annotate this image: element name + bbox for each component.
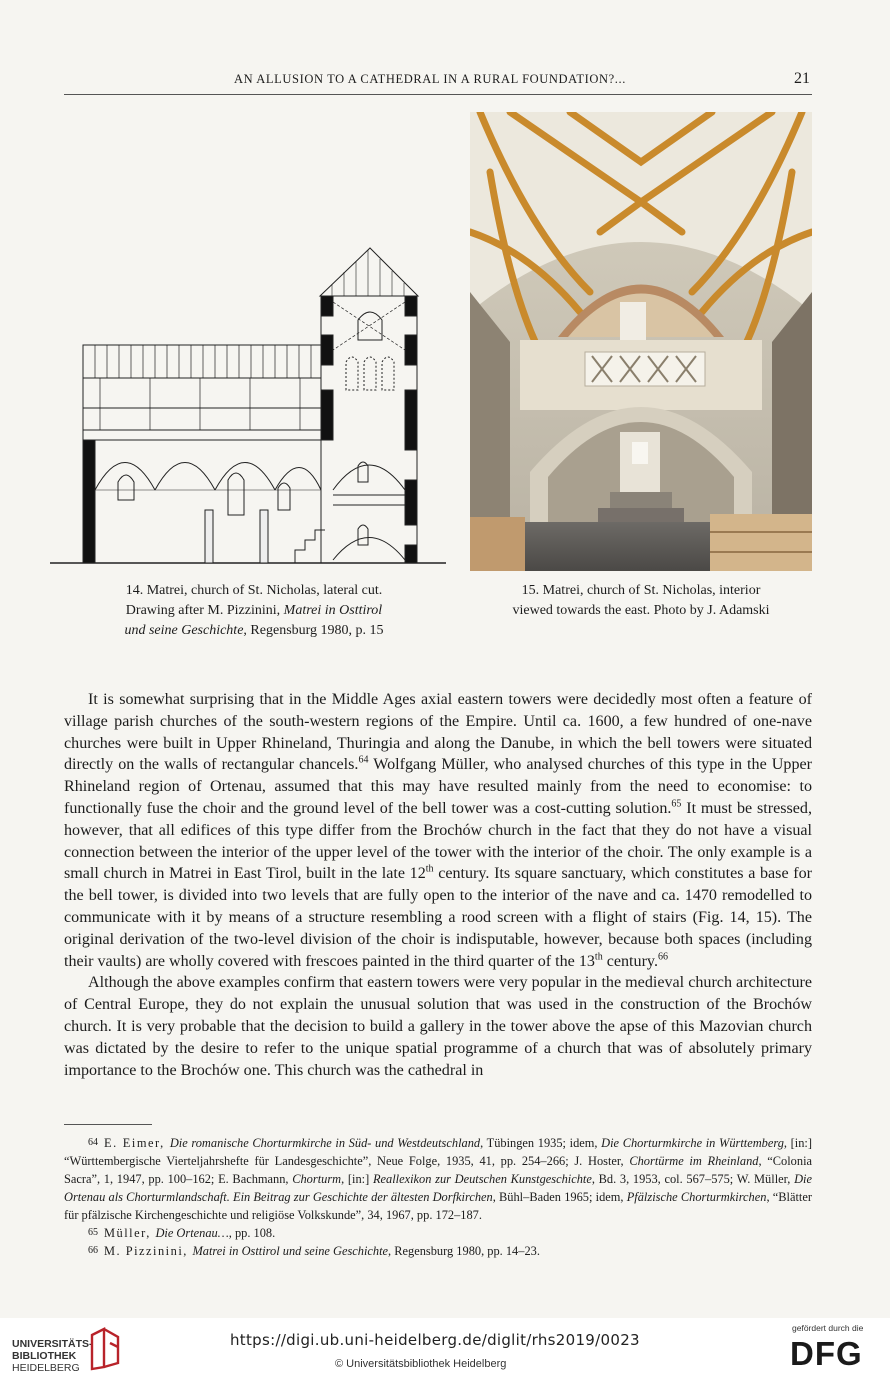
library-name-line2: BIBLIOTHEK [12, 1350, 77, 1362]
footnotes [64, 1134, 812, 1260]
footnote-divider [64, 1124, 152, 1125]
footnote-number: 64 [88, 1137, 98, 1148]
fn-text: E. Eimer, [104, 1136, 170, 1150]
permalink-url[interactable]: https://digi.ub.uni-heidelberg.de/diglit/rhs2019/0023 [230, 1331, 640, 1349]
fn-text: , pp. 108. [228, 1226, 276, 1240]
fig15-caption-line2: viewed towards the east. Photo by J. Adamski [512, 603, 770, 618]
fn-title: Matrei in Osttirol und seine Geschichte [192, 1244, 389, 1258]
fig14-caption-line3: , Regensburg 1980, p. 15 [243, 623, 384, 638]
footnote-ref-66[interactable]: 66 [657, 951, 668, 963]
fn-title: Reallexikon zur Deutschen Kunstgeschichte [372, 1172, 592, 1186]
dfg-logo: DFG [790, 1335, 863, 1372]
footnote-ref-65[interactable]: 65 [671, 798, 682, 810]
main-text [64, 689, 812, 1081]
footnote-65 [64, 1224, 812, 1242]
figure-14-drawing [50, 240, 450, 575]
footnote-number: 66 [88, 1245, 98, 1256]
fig14-caption-title1: Matrei in Osttirol [283, 603, 383, 618]
fn-title: Die romanische Chorturmkirche in Süd- und Westdeutschland [169, 1136, 481, 1150]
fn-text: , [in:] [341, 1172, 373, 1186]
church-interior-image [470, 112, 812, 571]
fn-text: , Bühl–Baden 1965; idem, [492, 1190, 627, 1204]
fn-title: Chorturm [292, 1172, 342, 1186]
p1-text-3: It must be stressed, however, that all edifices of this type differ from the Brochów church in the fact that they do not have a visual connection between the interior of the upper level of the tower with the interior of the choir. The only example is a small church in Matrei in East Tirol, built in the late 12 [64, 799, 813, 883]
fn-text: , Bd. 3, 1953, col. 567–575; W. Müller, [591, 1172, 795, 1186]
p1-text-2: Wolfgang Müller, who analysed churches of this type in the Upper Rhineland region of Ortenau, assumed that this may have resulted mainly from the need to economise: to functionally fuse the choir and the ground level of the bell tower was a cost-cutting solution. [64, 756, 812, 817]
fig14-caption-line1: 14. Matrei, church of St. Nicholas, lateral cut. [125, 583, 383, 598]
footnote-64 [64, 1134, 812, 1224]
running-title: AN ALLUSION TO A CATHEDRAL IN A RURAL FOUNDATION?... [234, 72, 626, 86]
library-name-line3: HEIDELBERG [12, 1362, 80, 1374]
paragraph-2: Although the above examples confirm that eastern towers were very popular in the medieval church architecture of Central Europe, they do not explain the unusual solution that was used in the construction of the Brochów church. It is very probable that the decision to build a gallery in the tower above the apse of this Mazovian church was dictated by the desire to refer to the unique spatial programme of a church that was of absolutely primary importance to the Brochów one. This church was the cathedral in [64, 974, 812, 1079]
fn-title: Die Ortenau als Chorturmlandschaft. Ein Beitrag zur Geschichte der ältesten Dorfkirchen [64, 1172, 812, 1204]
fig14-caption-title2: und seine Geschichte [124, 623, 244, 638]
fn-text: , “Blätter für pfälzische Kirchengeschichte und religiöse Volkskunde”, 34, 1967, pp. 172–187. [64, 1190, 812, 1222]
fig14-caption-line2: Drawing after M. Pizzinini, [125, 603, 284, 618]
p1-text-5: century. [602, 952, 658, 970]
paragraph-1 [64, 689, 812, 972]
footnote-number: 65 [88, 1227, 98, 1238]
page-number: 21 [794, 70, 810, 87]
p1-text-1: It is somewhat surprising that in the Middle Ages axial eastern towers were decidedly most often a feature of village parish churches of the south-western regions of the Empire. Until ca. 1600, a few hundred of one-nave churches were built in Upper Rhineland, Thuringia and along the Danube, in which the bell towers were situated directly on the walls of rectangular chancels. [64, 691, 812, 774]
fn-text: M. Pizzinini, [104, 1244, 193, 1258]
figure-14-caption [64, 581, 444, 641]
library-name-line1: UNIVERSITÄTS- [12, 1338, 93, 1350]
library-name [12, 1338, 93, 1374]
footnote-ref-64[interactable]: 64 [358, 755, 369, 767]
digitization-footer [0, 1318, 890, 1381]
figure-15-caption [470, 581, 812, 621]
fn-text: , Regensburg 1980, pp. 14–23. [388, 1244, 540, 1258]
superscript-th-2: th [594, 951, 603, 963]
figure-15-photo [470, 112, 812, 571]
library-logo-icon [88, 1327, 124, 1371]
fn-title: Die Ortenau… [155, 1226, 229, 1240]
fn-title: Die Chorturmkirche in Württemberg [601, 1136, 784, 1150]
fn-text: , “Colonia Sacra”, 1, 1947, pp. 100–162; E. Bachmann, [64, 1154, 813, 1186]
copyright-notice: © Universitätsbibliothek Heidelberg [335, 1358, 507, 1370]
fn-title: Chortürme im Rheinland [629, 1154, 759, 1168]
superscript-th-1: th [425, 864, 434, 876]
fn-text: , [in:] “Württembergische Vierteljahrshefte für Landesgeschichte”, Neue Folge, 1935, 41, pp. 254–266; J. Hoster, [64, 1136, 812, 1168]
fn-text: Müller, [104, 1226, 156, 1240]
running-header [64, 72, 812, 95]
fig15-caption-line1: 15. Matrei, church of St. Nicholas, interior [521, 583, 761, 598]
footnote-66 [64, 1242, 812, 1260]
p1-text-4: century. Its square sanctuary, which constitutes a base for the bell tower, is divided into two levels that are fully open to the interior of the nave and ca. 1470 remodelled to communicate with it by means of a structure resembling a rood screen with a flight of stairs (Fig. 14, 15). The original derivation of the two-level division of the choir is indisputable, however, because both spaces (including their vaults) are wholly covered with frescoes painted in the third quarter of the 13 [64, 865, 813, 970]
funding-note: gefördert durch die [792, 1323, 864, 1333]
fn-text: , Tübingen 1935; idem, [480, 1136, 602, 1150]
fn-title: Pfälzische Chorturmkirchen [626, 1190, 767, 1204]
